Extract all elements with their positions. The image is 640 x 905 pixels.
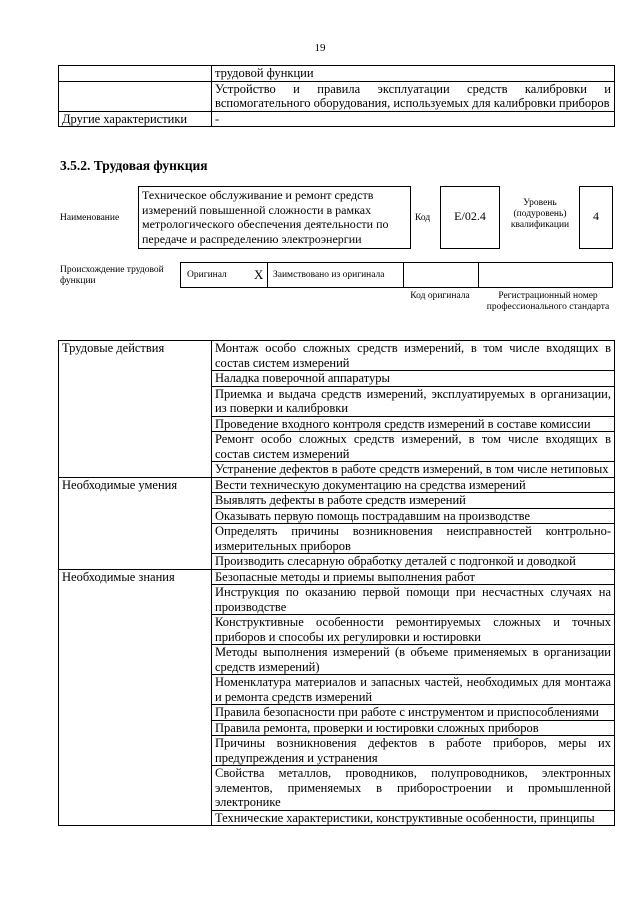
list-item: Вести техническую документацию на средства измерений	[212, 477, 615, 493]
table-row	[59, 477, 615, 493]
divider	[267, 263, 268, 287]
level-value: 4	[593, 209, 599, 223]
list-item: Свойства металлов, проводников, полупроводников, электронных элементов, применяемых в приборостроении и промышленной электронике	[212, 766, 615, 811]
row-label: Другие характеристики	[59, 111, 212, 127]
original-label: Оригинал	[187, 270, 227, 280]
list-item: Безопасные методы и приемы выполнения работ	[212, 569, 615, 585]
table-row	[59, 66, 615, 82]
level-label: Уровень (подуровень) квалификации	[510, 198, 570, 230]
code-label: Код	[415, 213, 431, 223]
list-item: Наладка поверочной аппаратуры	[212, 371, 615, 387]
name-label: Наименование	[60, 213, 120, 223]
origin-box	[180, 262, 613, 288]
reg-number-label: Регистрационный номер профессионального стандарта	[486, 291, 610, 312]
list-item: Выявлять дефекты в работе средств измерений	[212, 493, 615, 509]
group-label: Необходимые знания	[59, 569, 212, 826]
list-item: Правила ремонта, проверки и юстировки сложных приборов	[212, 720, 615, 736]
main-table	[58, 340, 615, 826]
group-label: Необходимые умения	[59, 477, 212, 569]
divider	[478, 263, 479, 287]
list-item: Инструкция по оказанию первой помощи при несчастных случаях на производстве	[212, 585, 615, 615]
row-value: -	[212, 111, 615, 127]
table-row	[59, 341, 615, 371]
list-item: Ремонт особо сложных средств измерений, в том числе входящих в состав систем измерений	[212, 432, 615, 462]
group-label: Трудовые действия	[59, 341, 212, 478]
list-item: Номенклатура материалов и запасных частей, необходимых для монтажа и ремонта средств измерений	[212, 675, 615, 705]
table-row	[59, 81, 615, 111]
name-value: Техническое обслуживание и ремонт средств измерений повышенной сложности в рамках метрологического обеспечения деятельности по передаче и распределению электроэнергии	[142, 188, 389, 246]
page-number: 19	[314, 42, 326, 54]
original-mark: X	[254, 267, 264, 282]
list-item: Причины возникновения дефектов в работе приборов, меры их предупреждения и устранения	[212, 736, 615, 766]
list-item: Приемка и выдача средств измерений, эксплуатируемых в организации, из поверки и калибровки	[212, 386, 615, 416]
row-value: трудовой функции	[212, 66, 615, 82]
list-item: Монтаж особо сложных средств измерений, в том числе входящих в состав систем измерений	[212, 341, 615, 371]
list-item: Правила безопасности при работе с инструментом и приспособлениями	[212, 705, 615, 721]
list-item: Производить слесарную обработку деталей с подгонкой и доводкой	[212, 554, 615, 570]
code-original-label: Код оригинала	[410, 291, 470, 301]
list-item: Конструктивные особенности ремонтируемых сложных и точных приборов и способы их регулировки и юстировки	[212, 615, 615, 645]
code-value: E/02.4	[454, 209, 486, 223]
list-item: Устранение дефектов в работе средств измерений, в том числе нетиповых	[212, 462, 615, 478]
borrowed-label: Заимствовано из оригинала	[273, 270, 385, 280]
row-label	[59, 66, 212, 82]
row-value: Устройство и правила эксплуатации средств калибровки и вспомогательного оборудования, используемых для калибровки приборов	[212, 81, 615, 111]
table-row	[59, 111, 615, 127]
row-label	[59, 81, 212, 111]
list-item: Технические характеристики, конструктивные особенности, принципы	[212, 810, 615, 826]
list-item: Методы выполнения измерений (в объеме применяемых в организации средств измерений)	[212, 645, 615, 675]
divider	[403, 263, 404, 287]
origin-label: Происхождение трудовой функции	[60, 265, 164, 286]
list-item: Оказывать первую помощь пострадавшим на производстве	[212, 508, 615, 524]
table-row	[59, 569, 615, 585]
section-title: 3.5.2. Трудовая функция	[60, 158, 208, 173]
code-value-box	[440, 186, 500, 249]
list-item: Проведение входного контроля средств измерений в составе комиссии	[212, 416, 615, 432]
name-value-box	[138, 186, 411, 249]
level-value-box	[579, 186, 613, 249]
list-item: Определять причины возникновения неисправностей контрольно-измерительных приборов	[212, 524, 615, 554]
top-table	[58, 65, 615, 127]
